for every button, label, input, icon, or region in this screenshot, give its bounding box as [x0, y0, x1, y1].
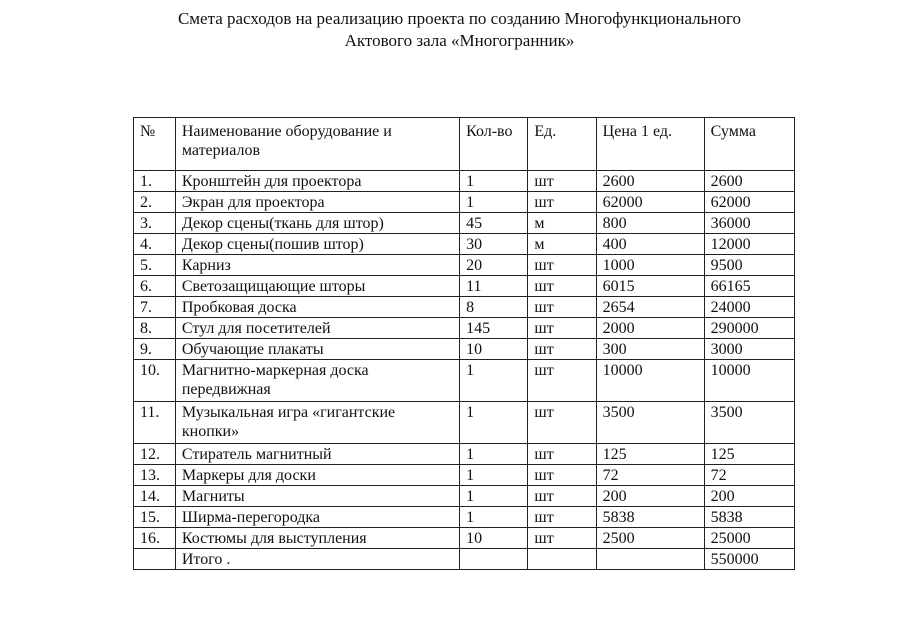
- cell-sum: 5838: [704, 507, 794, 528]
- cell-unit: [528, 549, 596, 570]
- cell-unit: шт: [528, 192, 596, 213]
- cell-no: 4.: [134, 234, 176, 255]
- cell-name: Ширма-перегородка: [175, 507, 459, 528]
- cell-no: 3.: [134, 213, 176, 234]
- table-row: [134, 465, 795, 486]
- cell-unit: шт: [528, 444, 596, 465]
- cell-price: 125: [596, 444, 704, 465]
- cell-name: Декор сцены(пошив штор): [175, 234, 459, 255]
- cell-name: Кронштейн для проектора: [175, 171, 459, 192]
- cell-price: 10000: [596, 360, 704, 402]
- cell-sum: 36000: [704, 213, 794, 234]
- table-header-row: [134, 118, 795, 171]
- cell-no: 2.: [134, 192, 176, 213]
- header-qty: Кол-во: [460, 118, 528, 171]
- cell-name: Стул для посетителей: [175, 318, 459, 339]
- title-line-2: Актового зала «Многогранник»: [344, 31, 575, 50]
- cell-unit: шт: [528, 276, 596, 297]
- total-label: Итого .: [175, 549, 459, 570]
- cell-qty: 20: [460, 255, 528, 276]
- table-row: [134, 276, 795, 297]
- cell-name: Стиратель магнитный: [175, 444, 459, 465]
- table-row: [134, 360, 795, 402]
- cell-unit: м: [528, 234, 596, 255]
- cell-name: Магнитно-маркерная доска передвижная: [175, 360, 459, 402]
- cell-unit: шт: [528, 339, 596, 360]
- cell-qty: 145: [460, 318, 528, 339]
- cell-sum: 3500: [704, 402, 794, 444]
- cell-unit: шт: [528, 360, 596, 402]
- cell-qty: 1: [460, 507, 528, 528]
- cell-qty: 1: [460, 402, 528, 444]
- cell-qty: 1: [460, 444, 528, 465]
- cell-sum: 9500: [704, 255, 794, 276]
- cell-sum: 25000: [704, 528, 794, 549]
- cell-unit: м: [528, 213, 596, 234]
- cell-sum: 3000: [704, 339, 794, 360]
- cell-price: 1000: [596, 255, 704, 276]
- cell-sum: 72: [704, 465, 794, 486]
- cell-no: 5.: [134, 255, 176, 276]
- cell-name: Обучающие плакаты: [175, 339, 459, 360]
- cell-name: Декор сцены(ткань для штор): [175, 213, 459, 234]
- cell-no: 6.: [134, 276, 176, 297]
- header-name: Наименование оборудование и материалов: [175, 118, 459, 171]
- cell-name: Карниз: [175, 255, 459, 276]
- cell-price: 800: [596, 213, 704, 234]
- cell-price: 400: [596, 234, 704, 255]
- cell-price: 200: [596, 486, 704, 507]
- cell-name: Пробковая доска: [175, 297, 459, 318]
- cell-sum: 24000: [704, 297, 794, 318]
- cell-name: Маркеры для доски: [175, 465, 459, 486]
- cell-unit: шт: [528, 507, 596, 528]
- document-title: [0, 8, 919, 52]
- cell-price: 5838: [596, 507, 704, 528]
- cell-sum: 125: [704, 444, 794, 465]
- cell-sum: 66165: [704, 276, 794, 297]
- table-row: [134, 507, 795, 528]
- table-row: [134, 213, 795, 234]
- cell-name: Музыкальная игра «гигантские кнопки»: [175, 402, 459, 444]
- cell-no: 1.: [134, 171, 176, 192]
- table-row: [134, 255, 795, 276]
- table-row: [134, 234, 795, 255]
- cell-no: 12.: [134, 444, 176, 465]
- cell-no: 13.: [134, 465, 176, 486]
- cell-qty: 11: [460, 276, 528, 297]
- cell-qty: 45: [460, 213, 528, 234]
- table-row: [134, 528, 795, 549]
- cell-unit: шт: [528, 486, 596, 507]
- cell-price: [596, 549, 704, 570]
- cell-price: 72: [596, 465, 704, 486]
- table-body: [134, 171, 795, 570]
- cell-qty: 1: [460, 465, 528, 486]
- cell-no: 7.: [134, 297, 176, 318]
- cell-sum: 10000: [704, 360, 794, 402]
- cell-qty: 1: [460, 171, 528, 192]
- cell-name: Светозащищающие шторы: [175, 276, 459, 297]
- cell-unit: шт: [528, 171, 596, 192]
- total-sum: 550000: [704, 549, 794, 570]
- table-row: [134, 318, 795, 339]
- cell-unit: шт: [528, 255, 596, 276]
- cell-qty: 1: [460, 486, 528, 507]
- cell-no: [134, 549, 176, 570]
- cell-no: 16.: [134, 528, 176, 549]
- cell-price: 2500: [596, 528, 704, 549]
- cell-sum: 62000: [704, 192, 794, 213]
- cell-no: 14.: [134, 486, 176, 507]
- header-sum: Сумма: [704, 118, 794, 171]
- cell-no: 8.: [134, 318, 176, 339]
- cell-no: 9.: [134, 339, 176, 360]
- cell-name: Магниты: [175, 486, 459, 507]
- cell-qty: 10: [460, 339, 528, 360]
- cell-qty: 30: [460, 234, 528, 255]
- table-row: [134, 297, 795, 318]
- table-row: [134, 486, 795, 507]
- table-row: [134, 192, 795, 213]
- cell-unit: шт: [528, 402, 596, 444]
- table-row: [134, 402, 795, 444]
- header-unit: Ед.: [528, 118, 596, 171]
- header-price: Цена 1 ед.: [596, 118, 704, 171]
- title-line-1: Смета расходов на реализацию проекта по созданию Многофункционального: [177, 9, 742, 28]
- cell-price: 6015: [596, 276, 704, 297]
- cell-qty: [460, 549, 528, 570]
- cell-price: 2000: [596, 318, 704, 339]
- cell-name: Костюмы для выступления: [175, 528, 459, 549]
- cell-qty: 10: [460, 528, 528, 549]
- cell-qty: 1: [460, 192, 528, 213]
- cell-unit: шт: [528, 318, 596, 339]
- cell-price: 3500: [596, 402, 704, 444]
- cell-sum: 2600: [704, 171, 794, 192]
- cell-unit: шт: [528, 528, 596, 549]
- cell-price: 62000: [596, 192, 704, 213]
- estimate-table: [133, 117, 795, 570]
- cell-no: 10.: [134, 360, 176, 402]
- cell-qty: 1: [460, 360, 528, 402]
- cell-unit: шт: [528, 465, 596, 486]
- cell-price: 2654: [596, 297, 704, 318]
- cell-price: 300: [596, 339, 704, 360]
- cell-name: Экран для проектора: [175, 192, 459, 213]
- cell-qty: 8: [460, 297, 528, 318]
- cell-unit: шт: [528, 297, 596, 318]
- header-no: №: [134, 118, 176, 171]
- table-row: [134, 171, 795, 192]
- cell-no: 15.: [134, 507, 176, 528]
- cell-no: 11.: [134, 402, 176, 444]
- cell-sum: 290000: [704, 318, 794, 339]
- table-row: [134, 339, 795, 360]
- cell-sum: 12000: [704, 234, 794, 255]
- cell-sum: 200: [704, 486, 794, 507]
- table-row: [134, 444, 795, 465]
- cell-price: 2600: [596, 171, 704, 192]
- total-row: [134, 549, 795, 570]
